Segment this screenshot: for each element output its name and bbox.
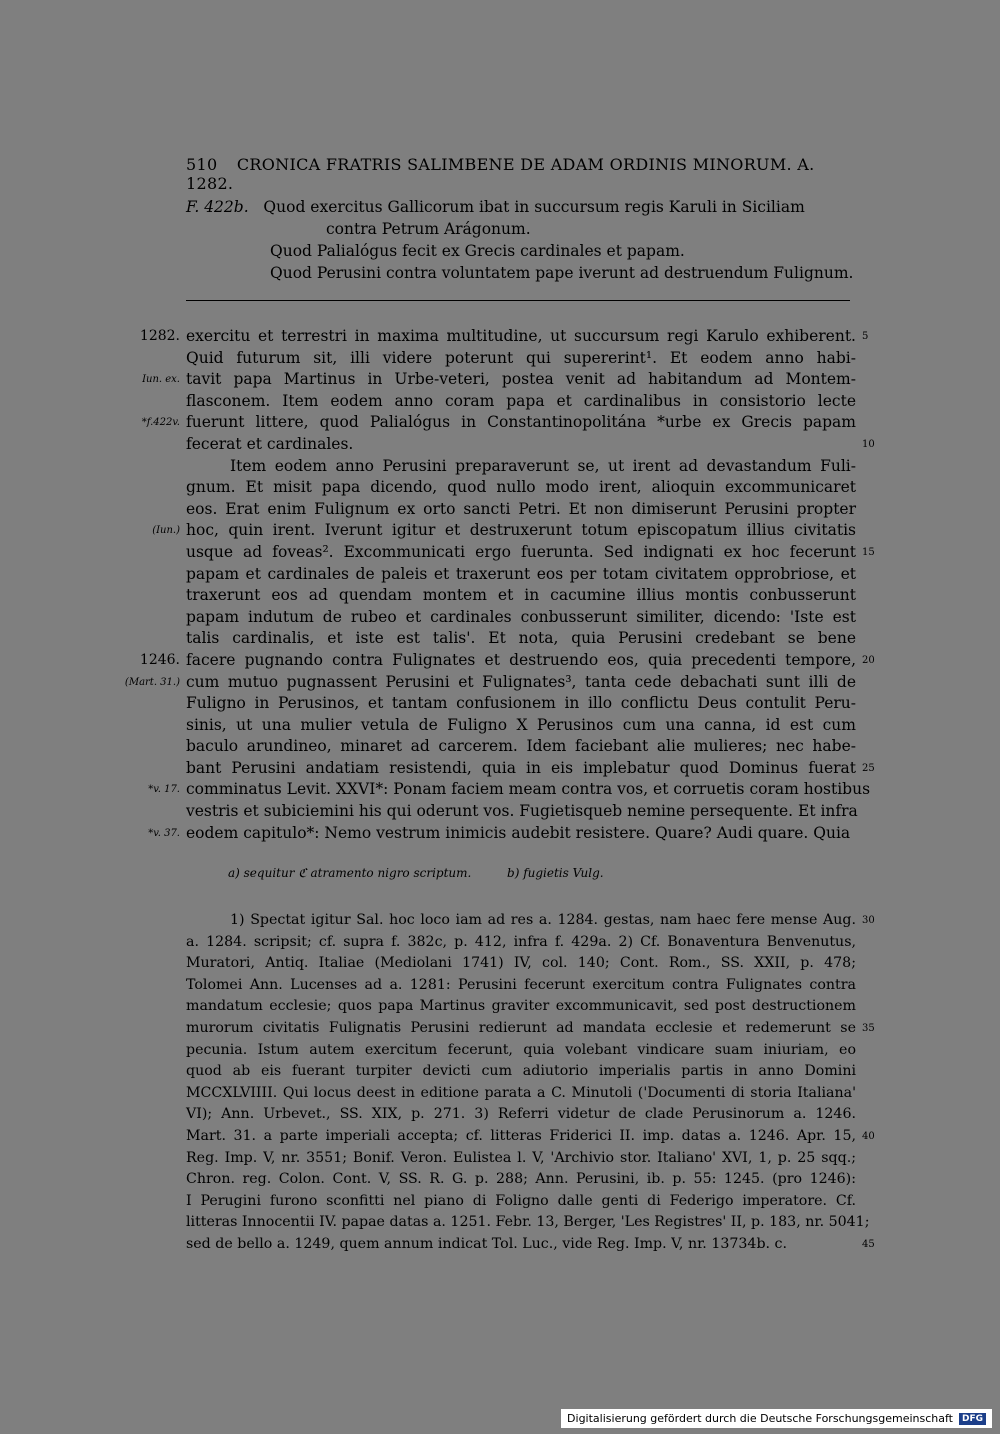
main-text	[124, 326, 875, 844]
page-number: 510	[186, 155, 218, 174]
line-text: papam et cardinales de paleis et traxerunt eos per totam civitatem opprobriose, et	[186, 564, 856, 583]
footnote-text: pecunia. Istum autem exercitum fecerunt, quia volebant vindicare suam iniuriam, eo	[186, 1041, 856, 1058]
summary-text: Quod exercitus Gallicorum ibat in succursum regis Karuli in Siciliam	[263, 198, 805, 216]
line-text: papam indutum de rubeo et cardinales conbusserunt similiter, dicendo: 'Iste est	[186, 607, 856, 626]
variant-note: a) sequitur ℭ atramento nigro scriptum.	[228, 866, 472, 880]
text-line	[139, 650, 875, 672]
footnote-text: Mart. 31. a parte imperiali accepta; cf. litteras Friderici II. imp. datas a. 1246. Apr. 15,	[186, 1127, 856, 1144]
line-number: 10	[862, 438, 875, 450]
text-line	[186, 391, 856, 413]
line-text: traxerunt eos ad quendam montem et in cacumine illius montis conbusserunt	[186, 586, 856, 605]
line-number: 5	[862, 331, 869, 342]
footnote-line	[186, 1104, 856, 1126]
running-title: CRONICA FRATRIS SALIMBENE DE ADAM ORDINIS MINORUM. A. 1282.	[186, 155, 815, 193]
text-line	[186, 542, 875, 564]
dfg-logo: DFG	[959, 1413, 986, 1425]
text-line	[186, 348, 856, 370]
line-text: hoc, quin irent. Iverunt igitur et destruxerunt totum episcopatum illius civitatis	[186, 521, 856, 540]
footnote-text: I Perugini furono sconfitti nel piano di Foligno dalle genti di Federigo imperatore. Cf.	[186, 1192, 856, 1209]
margin-note-left: Iun. ex.	[142, 374, 180, 386]
summary-line: Quod Perusini contra voluntatem pape iverunt ad destruendum Fulignum.	[270, 264, 854, 282]
footnote-text: Reg. Imp. V, nr. 3551; Bonif. Veron. Eulistea l. V, 'Archivio stor. Italiano' XVI, 1, p. 25 sqq.;	[186, 1149, 856, 1166]
text-line	[186, 499, 856, 521]
margin-note-left: (Mart. 31.)	[124, 676, 180, 688]
line-number: 45	[862, 1238, 875, 1250]
text-line	[124, 672, 856, 694]
text-line	[186, 564, 856, 586]
line-text: cum mutuo pugnassent Perusini et Fulignates³, tanta cede debachati sunt illi de	[186, 672, 856, 691]
footnote-text: sed de bello a. 1249, quem annum indicat Tol. Luc., vide Reg. Imp. V, nr. 13734b. c.	[186, 1235, 788, 1252]
footnote-line	[186, 1061, 856, 1083]
text-line	[148, 823, 856, 845]
footnote-text: Tolomei Ann. Lucenses ad a. 1281: Perusini fecerunt exercitum contra Fulignates contra	[186, 976, 856, 993]
text-line	[186, 693, 856, 715]
text-line	[142, 369, 856, 391]
line-number: 25	[862, 762, 875, 774]
footnote-line	[186, 953, 856, 975]
footnote-line	[186, 1234, 875, 1256]
variant-notes	[228, 866, 604, 880]
line-text: bant Perusini andatiam resistendi, quia in eis implebatur quod Dominus fuerat	[186, 758, 856, 777]
line-number: 15	[862, 546, 875, 558]
line-number: 40	[862, 1130, 875, 1142]
footnote-text: Muratori, Antiq. Italiae (Mediolani 1741) IV, col. 140; Cont. Rom., SS. XXII, p. 478;	[186, 955, 856, 972]
line-text: talis cardinalis, et iste est talis'. Et nota, quia Perusini credebant se bene	[186, 629, 856, 648]
footnote-text: litteras Innocentii IV. papae datas a. 1251. Febr. 13, Berger, 'Les Registres' II, p. 183, nr. 5041;	[186, 1214, 870, 1231]
text-line	[186, 715, 856, 737]
footnote-text: mandatum ecclesie; quos papa Martinus graviter excommunicavit, sed post destructionem	[186, 998, 856, 1015]
line-text: facere pugnando contra Fulignates et destruendo eos, quia precedenti tempore,	[186, 650, 856, 669]
footnote-line	[186, 975, 856, 997]
summary-line: contra Petrum Arágonum.	[326, 220, 531, 238]
footnote-line	[186, 996, 856, 1018]
text-line	[186, 434, 875, 456]
footnote-text: 1) Spectat igitur Sal. hoc loco iam ad res a. 1284. gestas, nam haec fere mense Aug.	[230, 912, 856, 928]
summary-line: Quod Palialógus fecit ex Grecis cardinales et papam.	[270, 242, 685, 260]
margin-note-left: *v. 37.	[148, 827, 180, 839]
line-text: eos. Erat enim Fulignum ex orto sancti Petri. Et non dimiserunt Perusini propter	[186, 499, 856, 518]
folio-ref: F. 422b.	[186, 198, 249, 216]
footnote-text: a. 1284. scripsit; cf. supra f. 382c, p. 412, infra f. 429a. 2) Cf. Bonaventura Benvenutus,	[186, 933, 856, 950]
footnote-line	[186, 932, 856, 954]
text-line	[186, 628, 856, 650]
footnote-line	[186, 1018, 875, 1040]
chapter-summary	[186, 196, 866, 284]
text-line	[139, 326, 869, 348]
line-text: Item eodem anno Perusini preparaverunt se, ut irent ad devastandum Fuli-	[230, 456, 856, 475]
credit-text: Digitalisierung gefördert durch die Deutsche Forschungsgemeinschaft	[567, 1412, 953, 1425]
text-line	[186, 736, 856, 758]
line-text: fecerat et cardinales.	[186, 434, 354, 453]
footnotes	[186, 910, 875, 1256]
line-number: 30	[862, 915, 875, 926]
margin-note-left: *f.422v.	[141, 417, 180, 429]
footnote-line	[186, 910, 875, 932]
text-line	[148, 779, 871, 801]
digitization-credit	[561, 1409, 992, 1428]
footnote-line	[186, 1083, 856, 1105]
text-line	[152, 520, 856, 542]
line-text: Quid futurum sit, illi videre poterunt qui supererint¹. Et eodem anno habi-	[186, 348, 856, 367]
text-line	[141, 412, 856, 434]
line-text: fuerunt littere, quod Palialógus in Constantinopolitána *urbe ex Grecis papam	[186, 413, 856, 432]
text-line	[186, 801, 856, 823]
footnote-line	[186, 1126, 875, 1148]
margin-note-left: *v. 17.	[148, 784, 180, 796]
variant-note: b) fugietis Vulg.	[507, 866, 604, 880]
footnote-text: VI); Ann. Urbevet., SS. XIX, p. 271. 3) Referri videtur de clade Perusinorum a. 1246.	[186, 1106, 856, 1123]
line-text: usque ad foveas². Excommunicati ergo fuerunta. Sed indignati ex hoc fecerunt	[186, 542, 856, 561]
line-text: gnum. Et misit papa dicendo, quod nullo modo irent, alioquin excommunicaret	[186, 478, 856, 497]
line-text: comminatus Levit. XXVI*: Ponam faciem meam contra vos, et corruetis coram hostibus	[186, 780, 871, 799]
footnote-text: Chron. reg. Colon. Cont. V, SS. R. G. p. 288; Ann. Perusini, ib. p. 55: 1245. (pro 1246):	[186, 1171, 856, 1188]
summary-line	[186, 196, 866, 218]
line-text: sinis, ut una mulier vetula de Fuligno X Perusinos cum una canna, id est cum	[186, 715, 856, 734]
line-text: baculo arundineo, minaret ad carcerem. Idem faciebant alie mulieres; nec habe-	[186, 737, 856, 756]
text-line	[186, 477, 856, 499]
line-text: flasconem. Item eodem anno coram papa et cardinalibus in consistorio lecte	[186, 391, 856, 410]
footnote-text: murorum civitatis Fulignatis Perusini redierunt ad mandata ecclesie et redemerunt se	[186, 1019, 856, 1036]
text-line	[186, 456, 856, 478]
margin-note-left: (Iun.)	[152, 525, 180, 537]
footnote-line	[186, 1212, 870, 1234]
line-text: eodem capitulo*: Nemo vestrum inimicis audebit resistere. Quare? Audi quare. Quia	[186, 823, 851, 842]
line-number: 20	[862, 654, 875, 666]
text-line	[186, 607, 856, 629]
line-text: Fuligno in Perusinos, et tantam confusionem in illo conflictu Deus contulit Peru-	[186, 694, 856, 713]
text-line	[186, 585, 856, 607]
line-text: tavit papa Martinus in Urbe-veteri, postea venit ad habitandum ad Montem-	[186, 370, 856, 389]
line-text: exercitu et terrestri in maxima multitudine, ut succursum regi Karulo exhiberent.	[186, 327, 856, 345]
footnote-line	[186, 1191, 856, 1213]
text-line	[186, 758, 875, 780]
footnote-text: quod ab eis fuerant turpiter devicti cum adiutorio imperialis partis in anno Domini	[186, 1063, 856, 1080]
line-number: 35	[862, 1022, 875, 1034]
footnote-line	[186, 1148, 856, 1170]
footnote-line	[186, 1169, 856, 1191]
separator-rule	[186, 300, 850, 301]
footnote-line	[186, 1040, 856, 1062]
running-header	[186, 155, 856, 193]
line-text: vestris et subiciemini his qui oderunt vos. Fugietisqueb nemine persequente. Et infra	[186, 802, 858, 821]
footnote-text: MCCXLVIIII. Qui locus deest in editione parata a C. Minutoli ('Documenti di storia Italiana'	[186, 1084, 856, 1101]
margin-note-left: 1282.	[139, 328, 180, 344]
margin-note-left: 1246.	[139, 651, 180, 668]
